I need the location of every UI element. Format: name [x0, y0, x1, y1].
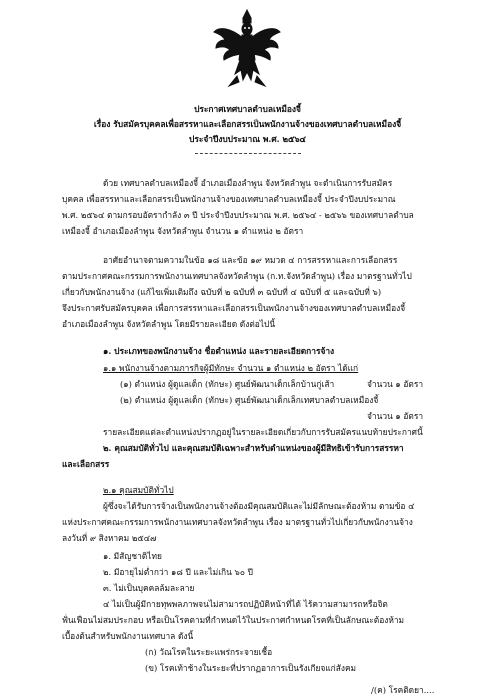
paragraph-line: ฟั่นเฟือนไม่สมประกอบ หรือเป็นโรคตามที่กำหนดไว้ในประกาศกำหนดโรคที่เป็นลักษณะต้องห้าม: [62, 615, 405, 625]
paragraph-line: พ.ศ. ๒๕๖๔ ตามกรอบอัตรากำลัง ๓ ปี ประจำปีงบประมาณ พ.ศ. ๒๕๖๔ - ๒๕๖๖ ของเทศบาลตำบล: [62, 210, 414, 220]
paragraph-line: บุคคล เพื่อสรรหาและเลือกสรรเป็นพนักงานจ้างของเทศบาลตำบลเหมืองจี้ ประจำปีงบประมาณ: [62, 194, 396, 204]
paragraph-line: อาศัยอำนาจตามความในข้อ ๑๘ และข้อ ๑๙ หมวด ๔ การสรรหาและการเลือกสรร: [103, 255, 398, 265]
list-item: ๔ ไม่เป็นผู้มีกายทุพพลภาพจนไม่สามารถปฏิบัติหน้าที่ได้ ไร้ความสามารถหรือจิต: [103, 599, 388, 609]
paragraph-line: ด้วย เทศบาลตำบลเหมืองจี้ อำเภอเมืองลำพูน จังหวัดลำพูน จะดำเนินการรับสมัคร: [103, 178, 393, 188]
section-1-heading: ๑. ประเภทของพนักงานจ้าง ชื่อตำแหน่ง และรายละเอียดการจ้าง: [103, 346, 335, 356]
details-note: รายละเอียดแต่ละตำแหน่งปรากฏอยู่ในรายละเอียดเกี่ยวกับการรับสมัครแนบท้ายประกาศนี้: [103, 427, 423, 437]
section-2-heading-continued: และเลือกสรร: [62, 459, 110, 469]
disease-item: (ข) โรคเท้าช้างในระยะที่ปรากฏอาการเป็นรังเกียจแก่สังคม: [145, 663, 357, 673]
position-name: (๒) ตำแหน่ง ผู้ดูแลเด็ก (ทักษะ) ศูนย์พัฒนาเด็กเล็กเทศบาลตำบลเหมืองจี้: [120, 395, 379, 405]
position-quantity: จำนวน ๑ อัตรา: [367, 411, 424, 421]
paragraph-line: เกี่ยวกับพนักงานจ้าง (แก้ไขเพิ่มเติมถึง ฉบับที่ ๒ ฉบับที่ ๓ ฉบับที่ ๔ ฉบับที่ ๕ และฉบับที่ ๖): [62, 287, 382, 297]
disease-item: (ก) วัณโรคในระยะแพร่กระจายเชื้อ: [145, 647, 273, 657]
paragraph-line: อำเภอเมืองลำพูน จังหวัดลำพูน โดยมีรายละเอียด ดังต่อไปนี้: [62, 319, 276, 329]
announcement-subject: เรื่อง รับสมัครบุคคลเพื่อสรรหาและเลือกสรรเป็นพนักงานจ้างของเทศบาลตำบลเหมืองจี้: [93, 119, 402, 129]
paragraph-line: ลงวันที่ ๙ สิงหาคม ๒๕๔๗: [62, 533, 157, 543]
paragraph-line: ตามประกาศคณะกรรมการพนักงานเทศบาลจังหวัดลำพูน (ก.ท.จังหวัดลำพูน) เรื่อง มาตรฐานทั่วไป: [62, 271, 412, 281]
announcement-title: ประกาศเทศบาลตำบลเหมืองจี้: [194, 104, 301, 114]
section-1-1-heading: ๑.๑ พนักงานจ้างตามภารกิจผู้มีทักษะ จำนวน ๑ ตำแหน่ง ๒ อัตรา ได้แก่: [103, 363, 359, 373]
paragraph-line: แห่งประกาศคณะกรรมการพนักงานเทศบาลจังหวัดลำพูน เรื่อง มาตรฐานทั่วไปเกี่ยวกับพนักงานจ้าง: [62, 517, 413, 527]
position-quantity: จำนวน ๑ อัตรา: [367, 379, 424, 389]
continued-marker: /(ค) โรคติดยา....: [371, 685, 435, 695]
garuda-emblem: [213, 8, 281, 90]
paragraph-line: เบื้องต้นสำหรับพนักงานเทศบาล ดังนี้: [62, 631, 194, 641]
paragraph-line: ผู้ซึ่งจะได้รับการจ้างเป็นพนักงานจ้างต้องมีคุณสมบัติและไม่มีลักษณะต้องห้าม ตามข้อ ๔: [103, 501, 415, 511]
position-name: (๑) ตำแหน่ง ผู้ดูแลเด็ก (ทักษะ) ศูนย์พัฒนาเด็กเล็กบ้านกู่เส้า: [120, 379, 335, 389]
list-item: ๑. มีสัญชาติไทย: [103, 551, 162, 561]
section-2-heading: ๒. คุณสมบัติทั่วไป และคุณสมบัติเฉพาะสำหรับตำแหน่งของผู้มีสิทธิเข้ารับการสรรหา: [103, 443, 404, 453]
paragraph-line: เหมืองจี้ อำเภอเมืองลำพูน จังหวัดลำพูน จำนวน ๑ ตำแหน่ง ๒ อัตรา: [62, 226, 304, 236]
list-item: ๒. มีอายุไม่ต่ำกว่า ๑๘ ปี และไม่เกิน ๖๐ ปี: [103, 567, 253, 577]
list-item: ๓. ไม่เป็นบุคคลล้มละลาย: [103, 583, 195, 593]
section-2-1-heading: ๒.๑ คุณสมบัติทั่วไป: [103, 485, 174, 495]
paragraph-line: จึงประกาศรับสมัครบุคคล เพื่อการสรรหาและเลือกสรรเป็นพนักงานจ้างของเทศบาลตำบลเหมืองจี้: [62, 303, 406, 313]
separator-line: [195, 153, 301, 154]
fiscal-year: ประจำปีงบประมาณ พ.ศ. ๒๕๖๔: [189, 134, 306, 144]
